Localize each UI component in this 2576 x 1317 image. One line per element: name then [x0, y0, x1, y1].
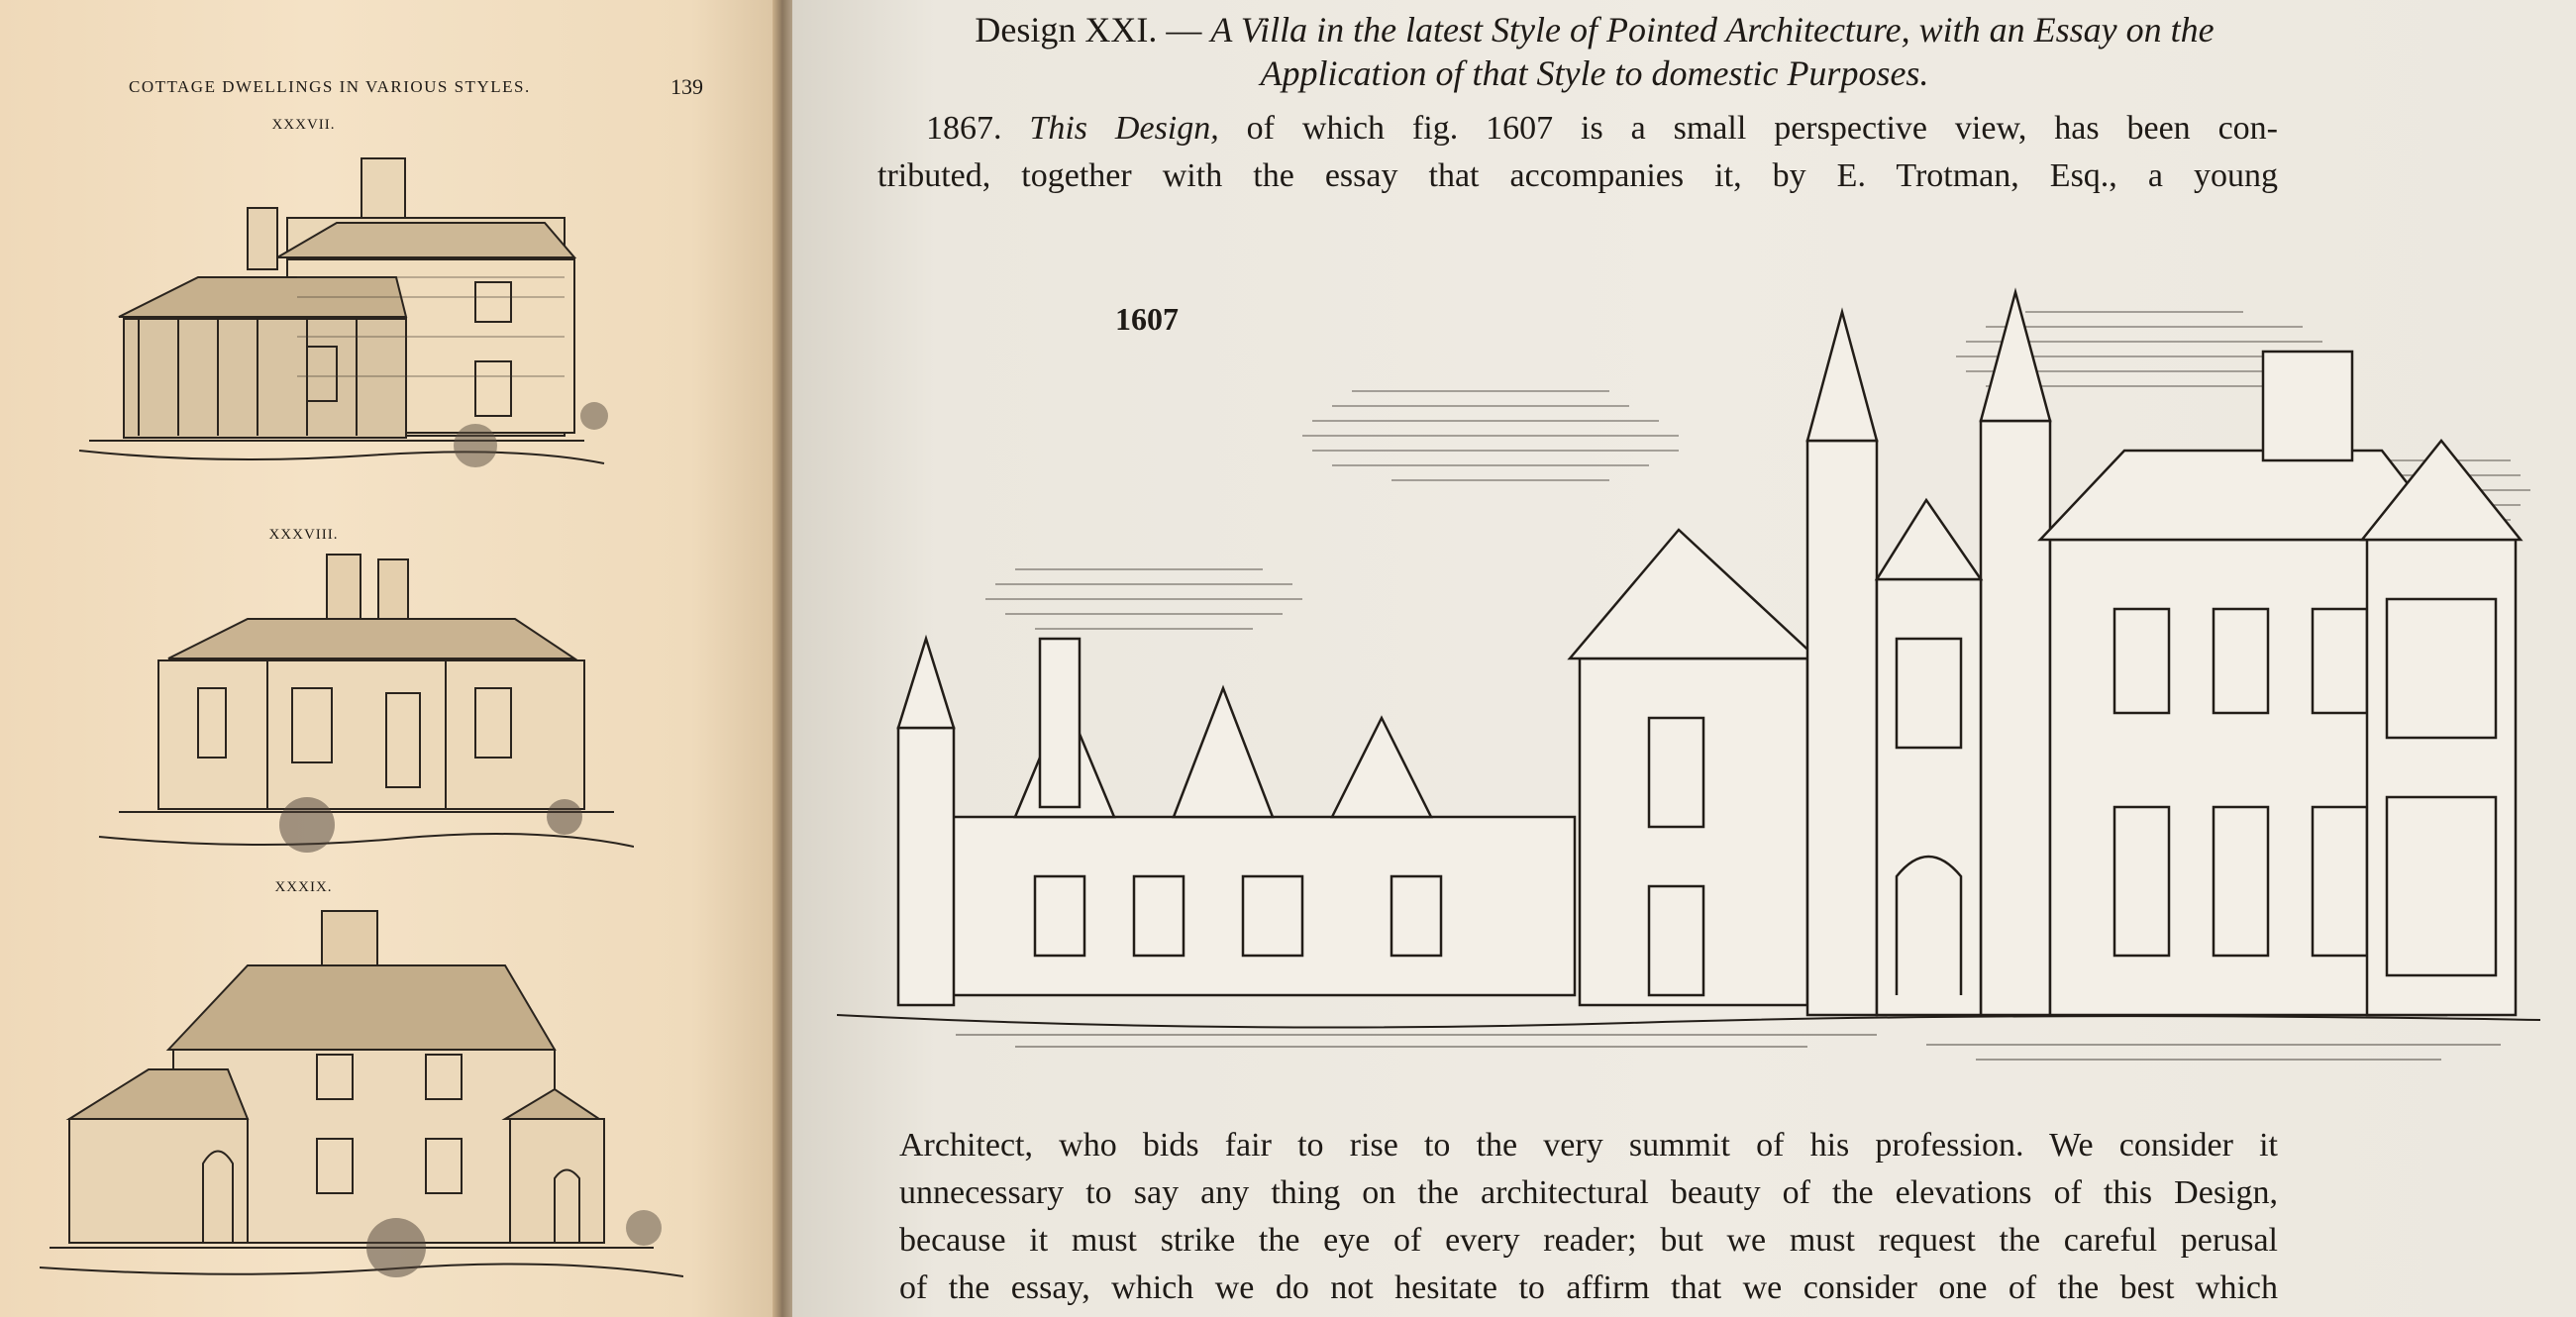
design-title-line-2: Application of that Style to domestic Purposes.	[1260, 53, 1929, 93]
paragraph-number: 1867.	[926, 110, 1002, 147]
figure-number: 1607	[1115, 301, 1179, 337]
design-title-line-1: A Villa in the latest Style of Pointed Architecture, with an Essay on the	[1210, 10, 2215, 50]
text-line-1-rest: of which fig. 1607 is a small perspective view, has been con-	[1246, 110, 2278, 147]
text-line-5: because it must strike the eye of every reader; but we must request the careful perusal	[899, 1222, 2278, 1259]
plate-label-38: XXXVIII.	[268, 527, 339, 543]
text-line-6: of the essay, which we do not hesitate to affirm that we consider one of the best which	[899, 1269, 2278, 1306]
text-line-2: tributed, together with the essay that accompanies it, by E. Trotman, Esq., a young	[877, 157, 2278, 194]
left-page	[0, 0, 785, 1317]
text-line-4: unnecessary to say any thing on the architectural beauty of the elevations of this Design,	[899, 1174, 2278, 1211]
running-head-title: COTTAGE DWELLINGS IN VARIOUS STYLES.	[129, 77, 531, 96]
design-title	[891, 8, 2298, 95]
text-line-1	[926, 107, 2278, 151]
right-page	[792, 0, 2576, 1317]
cottage-engraving-39	[40, 906, 683, 1302]
villa-engraving	[837, 282, 2540, 1104]
plate-label-39: XXXIX.	[274, 879, 333, 895]
cottage-engraving-37	[69, 149, 624, 510]
plate-label-37: XXXVII.	[271, 117, 336, 133]
page-number: 139	[670, 74, 703, 99]
paragraph-lead: This Design,	[1029, 110, 1219, 147]
cottage-engraving-38	[79, 550, 634, 866]
book-gutter	[773, 0, 794, 1317]
text-line-3: Architect, who bids fair to rise to the very summit of his profession. We consider it	[899, 1127, 2278, 1164]
design-number: Design XXI. —	[975, 10, 1202, 50]
